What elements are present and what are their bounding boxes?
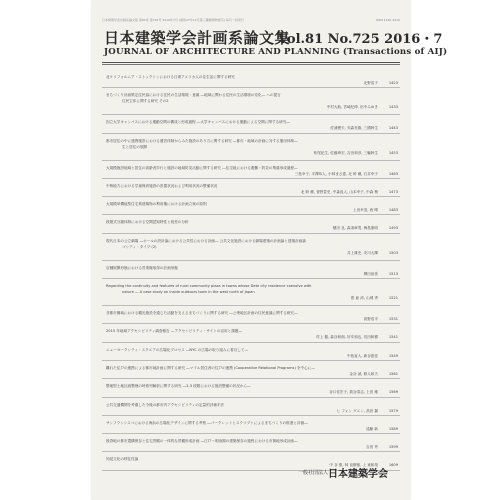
toc-entry-authors: 中村大助, 宮崎紀伸, 田中みゆき bbox=[326, 105, 378, 110]
toc-entry-authors: ヒ フォン グエン, 高田 翼 bbox=[336, 408, 378, 413]
toc-entry-page: 1609 bbox=[388, 463, 398, 468]
toc-entry-authors: 金谷 誠, 修人和天 bbox=[349, 371, 378, 376]
toc-entry-title: サンフランシスコにおける海浜の広場化デザインに関する考察 ―パークレットとスクリプトによるまちづくりの推進と評価― bbox=[106, 420, 308, 425]
toc-entry-title: ニューヨークシティ・スクエアの広場化プロセス ―NYC の広場の取り組みに着目して― bbox=[106, 347, 249, 352]
toc-entry bbox=[102, 324, 400, 342]
toc-entry-title: 公共交通機関を考慮した今後の都市内アクセシビリティの定量的評価手法 bbox=[106, 402, 225, 407]
toc-entry-page: 1463 bbox=[388, 171, 398, 176]
journal-cover bbox=[92, 0, 448, 500]
toc-entry bbox=[102, 261, 400, 279]
publisher-name: 日本建築学会 bbox=[328, 469, 388, 480]
toc-entry-page: 1433 bbox=[388, 105, 398, 110]
toc-entry-page: 1513 bbox=[388, 271, 398, 276]
toc-entry-title: 北ケリフォルニア・ストックトンにおける日系アメリカ人の住生活に関する研究 bbox=[106, 75, 235, 79]
toc-entry-title: 都市居住の中に連携施設における運営体制からみた施設のあり方に関する研究 ―都市・地域の計画に対する運用体制― bbox=[106, 138, 298, 143]
toc-entry-authors: 中島直人, 新谷恵佳 bbox=[346, 353, 378, 358]
toc-entry bbox=[102, 88, 400, 115]
publisher-footer bbox=[102, 460, 400, 478]
toc-entry bbox=[102, 306, 400, 324]
toc-entry-authors: 三島幸子, 平澤恭人, 小林まさ恵, 北 幹 蔵, 石井幸子 bbox=[294, 171, 378, 176]
toc-entry-page: 1443 bbox=[388, 126, 398, 131]
toc-entry-authors: 高野浩平 bbox=[363, 317, 378, 322]
toc-entry bbox=[102, 134, 400, 161]
toc-entry-title: 2015 年地域アクセシビリティ調査報告 ―アクセシビリティ・サイトの活用と課題― bbox=[106, 329, 243, 334]
toc-entry-title: Regarding the continuity and features of rural community plaza in towns whose Dete city residence coevolve with bbox=[106, 284, 312, 289]
toc-entry-authors: 遠藤 新 bbox=[366, 426, 378, 431]
toc-entry-title: 因立大学キャンパスにおける運動空間の構成と形成過程 ―大学キャンパスにおける運動による空間に関する研究― bbox=[106, 120, 290, 125]
toc-entry-title: 現代日本の公立劇場 ―ホールの設計論における公共性における計画― 公共文化施設における劇場建築の計画論と建築計画論 bbox=[106, 238, 306, 243]
toc-entry-authors: 張 亜 沛, 山城 秀 bbox=[350, 296, 378, 301]
toc-entry bbox=[102, 361, 400, 379]
toc-entry-page: 1599 bbox=[388, 445, 398, 450]
publisher-org-type: 一般社団法人 bbox=[297, 470, 328, 476]
toc-entry bbox=[102, 398, 400, 416]
toc-entry-title: 整地型土地区画整理の時系列解析に関する研究 ―2-3 段階における施設整備の状況から― bbox=[106, 384, 251, 389]
toc-entry-subtitle: 住民主体に関する研究 その2 bbox=[122, 99, 169, 104]
toc-entry-title: 大規模単機能型住宅系建築物の利用権における計画立案の原則 bbox=[106, 202, 207, 207]
toc-entry-title: 段階式分割体制における空間認知特性と段差の分析 bbox=[106, 220, 189, 225]
toc-entry-authors: 佐浦俊夫, 安森亮雄, 三國幹生 bbox=[330, 126, 378, 131]
toc-entry bbox=[102, 379, 400, 397]
toc-entry bbox=[102, 179, 400, 197]
toc-entry-subtitle: 生と居住の展開 bbox=[122, 144, 148, 149]
toc-entry-authors: 北 幹 蔵, 菅野豊史, 中森直人, 山本幸子, 中森 梢 bbox=[300, 189, 378, 194]
toc-entry bbox=[102, 416, 400, 434]
toc-entry-authors: 松尾紀生, 佐藤章宏, 吉田和彦, 三輪幹生 bbox=[313, 150, 378, 155]
toc-entry-authors: 北野浩子 bbox=[363, 81, 378, 85]
toc-entry-authors: 柳田治喜 bbox=[363, 271, 378, 276]
toc-entry-page: 1531 bbox=[388, 317, 398, 322]
toc-entry-authors: 村上 徹, 森谷和朗, 好安和也, 長田和樹 bbox=[316, 335, 378, 340]
toc-entry-title: 非都市圏域における観光施設を通じた活動を支えるまちづくりに関する研究 ―公衆地区計画の住民意識に関する研究― bbox=[106, 311, 298, 316]
toc-entry bbox=[102, 434, 400, 452]
toc-entry-title: 中核地方における学童保育施設の設置状況および利用状況の整備状況 bbox=[106, 183, 218, 188]
toc-entry-page: 1521 bbox=[388, 296, 398, 301]
toc-entry-authors: 吉田 考 bbox=[366, 445, 378, 450]
toc-entry-page: 1569 bbox=[388, 390, 398, 395]
toc-entry bbox=[102, 234, 400, 261]
toc-entry-page: 1483 bbox=[388, 208, 398, 213]
toc-entry-page: 1541 bbox=[388, 335, 398, 340]
toc-entry-authors: 谷口佳宏子, 我谷清志, 上田 雅 bbox=[329, 390, 378, 395]
journal-title-japanese: 日本建築学会計画系論文集 bbox=[104, 29, 291, 47]
toc-entry-authors: 上田幸造, 西 晴 bbox=[353, 208, 378, 213]
toc-entry-authors: 中 谷 康, 林 直樹郁, 上 東和哉 bbox=[329, 463, 378, 468]
toc-entry-title: 離れた住戸の連携による都市地計画に関する研究 ―マイル居住者の住戸の連携 (Cooperative Relational Programs) を中心に― bbox=[106, 365, 315, 370]
toc-entry bbox=[102, 197, 400, 215]
toc-entry bbox=[102, 115, 400, 133]
toc-entry-page: 1493 bbox=[388, 226, 398, 231]
toc-entry-title: まちづくり計画策定住民協における住民の生活環境・意識 ―地域に関わる住民の生活環境の変化― への提言 bbox=[106, 93, 281, 98]
toc-entry-page: 1423 bbox=[388, 81, 398, 85]
toc-entry-page: 1503 bbox=[388, 250, 398, 255]
toc-entry bbox=[102, 343, 400, 361]
issn-number: ISSN 1340-4210 bbox=[375, 18, 400, 22]
toc-entry bbox=[102, 161, 400, 179]
title-rule bbox=[102, 62, 400, 63]
journal-title-english: JOURNAL OF ARCHITECTURE AND PLANNING (Transactions of AIJ) bbox=[104, 47, 448, 57]
toc-entry-page: 1579 bbox=[388, 408, 398, 413]
toc-entry-authors: 井上雄史, 安川大輝 bbox=[346, 250, 378, 255]
toc-entry-page: 1589 bbox=[388, 426, 398, 431]
volume-issue: Vol.81 No.725 2016・7 bbox=[278, 32, 443, 47]
title-rule-thin bbox=[102, 64, 400, 65]
toc-entry bbox=[102, 215, 400, 233]
toc-entry bbox=[102, 70, 400, 88]
cover-header-info: 日本建築学会計画系論文集 第81巻 第725号 2016年7月 (昭和27年12月第三種郵便物認可) 毎月一回発行 bbox=[102, 18, 244, 22]
toc-entry-page: 1561 bbox=[388, 371, 398, 376]
toc-entry-page: 1453 bbox=[388, 150, 398, 155]
toc-entry-title: 知覚文化の移住性論 bbox=[106, 457, 139, 462]
toc-entry-subtitle: ゴシティ・タイプ (2) bbox=[122, 244, 157, 249]
table-of-contents bbox=[102, 70, 400, 471]
toc-entry-page: 1549 bbox=[388, 353, 398, 358]
toc-entry-authors: 穂田 良, 森須章男, 梅島康明 bbox=[332, 226, 378, 231]
toc-entry-title: 後背地の都市遺構保存と住宅景観の一体的な景観形成計画 ―江戸〜明治期の建築保存の過程における市街地形成計画― bbox=[106, 439, 298, 444]
toc-entry-page: 1473 bbox=[388, 189, 398, 194]
toc-entry-subtitle: nature — A case study on inside outdoors town in the west north of Japan bbox=[122, 290, 255, 295]
toc-entry-title: 大規模施設地域と居住の高齢者歩行と施設の地域防災活動に関する研究 ―住宅地における避難・防災の集落形成過程― bbox=[106, 165, 298, 170]
toc-entry-title: 店舗展開形態における営業権取得の計画形態 bbox=[106, 265, 178, 270]
toc-entry bbox=[102, 279, 400, 306]
